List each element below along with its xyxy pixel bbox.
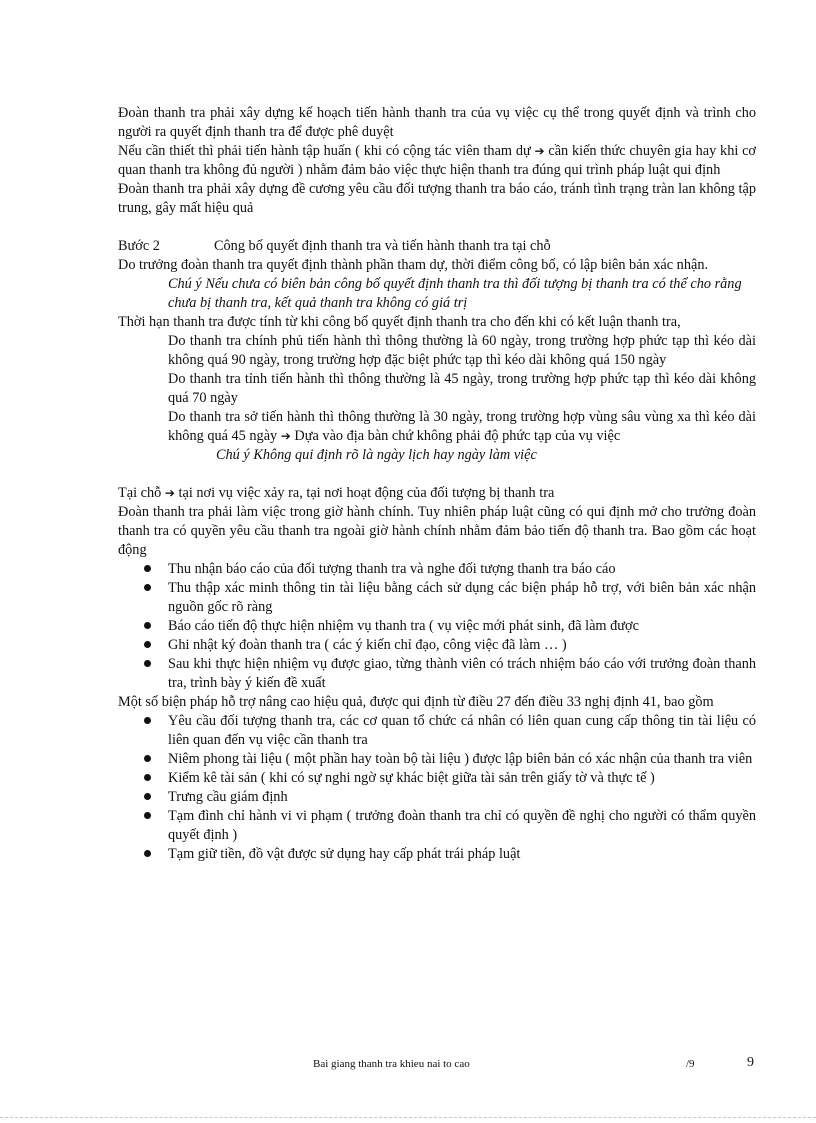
step-label: Bước 2 [118, 238, 160, 254]
footer-page-number: 9 [747, 1055, 754, 1070]
list-item: Thu thập xác minh thông tin tài liệu bằng cách sử dụng các biện pháp hỗ trợ, với biên bản xác nhận nguồn gốc rõ ràng [118, 579, 756, 617]
bullet-icon [144, 774, 151, 781]
bullet-icon [144, 622, 151, 629]
training-text-a: Nếu cần thiết thì phải tiến hành tập huấn ( khi có cộng tác viên tham dự [118, 143, 531, 159]
list-item: Tạm giữ tiền, đồ vật được sử dụng hay cấp phát trái pháp luật [118, 845, 756, 864]
paragraph-working-hours: Đoàn thanh tra phải làm việc trong giờ hành chính. Tuy nhiên pháp luật cũng có qui định mở cho trưởng đoàn thanh tra có quyền yêu cầu thanh tra ngoài giờ hành chính nhằm đảm bảo tiến độ thanh tra. Bao gồm các hoạt động [118, 504, 756, 558]
page-body [118, 104, 756, 864]
list-item: Yêu cầu đối tượng thanh tra, các cơ quan tổ chức cá nhân có liên quan cung cấp thông tin tài liệu có liên quan đến vụ việc cần thanh tra [118, 712, 756, 750]
bullet-icon [144, 660, 151, 667]
list-item: Thu nhận báo cáo của đối tượng thanh tra và nghe đối tượng thanh tra báo cáo [118, 560, 756, 579]
bullet-icon [144, 755, 151, 762]
onsite-lead: Tại chỗ [118, 485, 162, 501]
list-item: Trưng cầu giám định [118, 788, 756, 807]
duration-department [118, 408, 756, 446]
page-bottom-divider [0, 1117, 816, 1118]
onsite-definition: tại nơi vụ việc xảy ra, tại nơi hoạt động của đối tượng bị thanh tra [178, 485, 555, 501]
paragraph-onsite [118, 484, 756, 503]
bullet-icon [144, 717, 151, 724]
paragraph-outline: Đoàn thanh tra phải xây dựng đề cương yêu cầu đối tượng thanh tra báo cáo, tránh tình trạng tràn lan không tập trung, gây mất hiệu quả [118, 181, 756, 216]
duration-government: Do thanh tra chính phủ tiến hành thì thông thường là 60 ngày, trong trường hợp phức tạp thì kéo dài không quá 90 ngày, trong trường hợp đặc biệt phức tạp thì kéo dài không quá 150 ngày [168, 333, 756, 368]
bullet-icon [144, 584, 151, 591]
list-item: Tạm đình chỉ hành vi vi phạm ( trưởng đoàn thanh tra chỉ có quyền đề nghị cho người có thẩm quyền quyết định ) [118, 807, 756, 845]
note-announce: Chú ý Nếu chưa có biên bản công bố quyết định thanh tra thì đối tượng bị thanh tra có thể cho rằng chưa bị thanh tra, kết quả thanh tra không có giá trị [168, 276, 742, 311]
arrow-right-icon: ➔ [280, 429, 291, 443]
duration-basis-text: Dựa vào địa bàn chứ không phải độ phức tạp của vụ việc [294, 428, 621, 444]
paragraph-plan: Đoàn thanh tra phải xây dựng kế hoạch tiến hành thanh tra của vụ việc cụ thể trong quyết định và trình cho người ra quyết định thanh tra để được phê duyệt [118, 105, 756, 140]
arrow-right-icon: ➔ [534, 144, 545, 158]
duration-department-text: Do thanh tra sở tiến hành thì thông thường là 30 ngày, trong trường hợp vùng sâu vùng xa thì kéo dài không quá 45 ngày [168, 409, 756, 444]
activities-list [118, 560, 756, 693]
paragraph-announce: Do trưởng đoàn thanh tra quyết định thành phần tham dự, thời điểm công bố, có lập biên bản xác nhận. [118, 257, 709, 273]
footer-title: Bai giang thanh tra khieu nai to cao [313, 1058, 470, 1070]
arrow-right-icon: ➔ [164, 486, 175, 500]
paragraph-duration-intro: Thời hạn thanh tra được tính từ khi công bố quyết định thanh tra cho đến khi có kết luận thanh tra, [118, 314, 681, 330]
bullet-icon [144, 641, 151, 648]
step-title: Công bố quyết định thanh tra và tiến hành thanh tra tại chỗ [214, 238, 551, 254]
list-item: Sau khi thực hiện nhiệm vụ được giao, từng thành viên có trách nhiệm báo cáo với trưởng đoàn thanh tra, trình bày ý kiến đề xuất [118, 655, 756, 693]
bullet-icon [144, 850, 151, 857]
list-item: Niêm phong tài liệu ( một phần hay toàn bộ tài liệu ) được lập biên bản có xác nhận của thanh tra viên [118, 750, 756, 769]
training-text-b: cần kiến thức chuyên gia hay khi cơ quan thanh tra không đủ người ) nhằm đảm bảo việc thực hiện thanh tra đúng qui trình pháp luật qui định [118, 143, 756, 178]
bullet-icon [144, 812, 151, 819]
paragraph-training [118, 142, 756, 180]
note-duration: Chú ý Không qui định rõ là ngày lịch hay ngày làm việc [216, 447, 537, 463]
step-heading [118, 237, 756, 256]
list-item: Kiểm kê tài sản ( khi có sự nghi ngờ sự khác biệt giữa tài sản trên giấy tờ và thực tế ) [118, 769, 756, 788]
duration-province: Do thanh tra tỉnh tiến hành thì thông thường là 45 ngày, trong trường hợp phức tạp thì kéo dài không quá 70 ngày [168, 371, 756, 406]
bullet-icon [144, 793, 151, 800]
bullet-icon [144, 565, 151, 572]
list-item: Báo cáo tiến độ thực hiện nhiệm vụ thanh tra ( vụ việc mới phát sinh, đã làm được [118, 617, 756, 636]
list-item: Ghi nhật ký đoàn thanh tra ( các ý kiến chỉ đạo, công việc đã làm … ) [118, 636, 756, 655]
paragraph-measures-intro: Một số biện pháp hỗ trợ nâng cao hiệu quả, được qui định từ điều 27 đến điều 33 nghị định 41, bao gồm [118, 694, 714, 710]
footer-page-fraction: /9 [686, 1058, 695, 1070]
measures-list [118, 712, 756, 864]
